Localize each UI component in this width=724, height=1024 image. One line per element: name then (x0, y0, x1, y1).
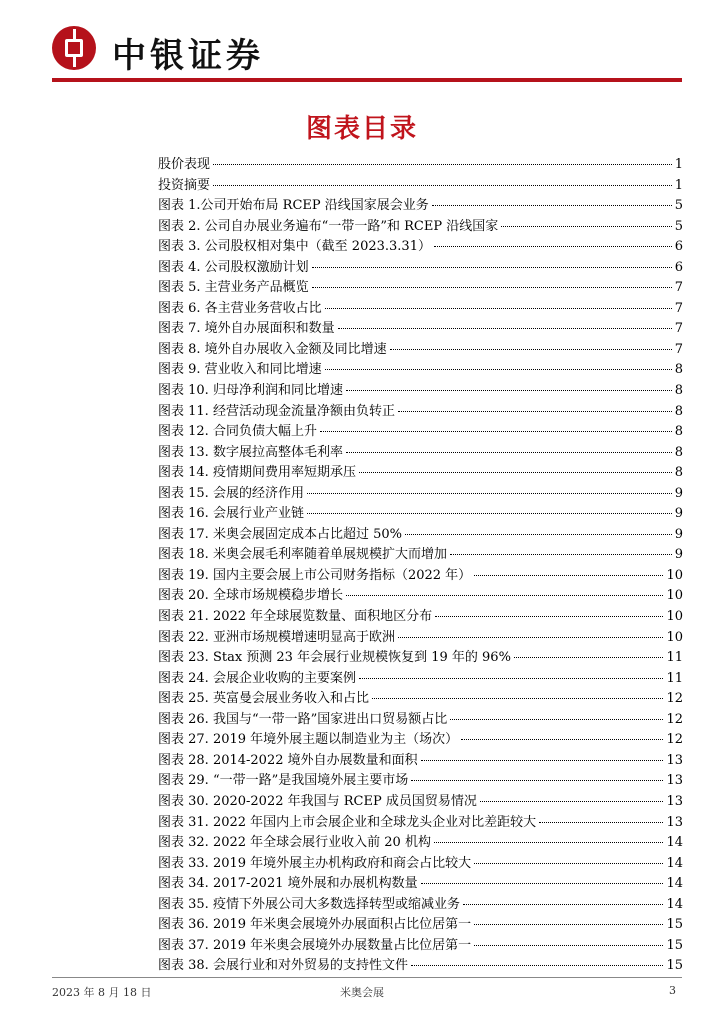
toc-dot-leader (450, 719, 663, 720)
toc-entry[interactable] (158, 420, 683, 441)
toc-entry-label: 图表 13. 数字展拉高整体毛利率 (158, 444, 343, 460)
toc-entry-page: 7 (674, 300, 683, 316)
toc-dot-leader (405, 534, 672, 535)
toc-entry-label: 图表 6. 各主营业务营收占比 (158, 300, 322, 316)
toc-dot-leader (474, 945, 663, 946)
toc-entry-page: 8 (674, 362, 683, 378)
toc-entry-page: 7 (674, 321, 683, 337)
toc-entry-label: 图表 18. 米奥会展毛利率随着单展规模扩大而增加 (158, 547, 447, 563)
toc-entry-page: 10 (666, 567, 683, 583)
toc-entry-page: 8 (674, 403, 683, 419)
toc-entry[interactable] (158, 708, 683, 729)
toc-dot-leader (307, 513, 672, 514)
page-header (52, 20, 682, 82)
toc-entry[interactable] (158, 400, 683, 421)
toc-entry[interactable] (158, 502, 683, 523)
toc-dot-leader (398, 637, 664, 638)
toc-dot-leader (411, 780, 663, 781)
toc-entry-label: 图表 3. 公司股权相对集中（截至 2023.3.31） (158, 239, 431, 255)
toc-entry[interactable] (158, 605, 683, 626)
toc-entry-page: 13 (666, 814, 683, 830)
toc-entry-label: 图表 32. 2022 年全球会展行业收入前 20 机构 (158, 835, 431, 851)
toc-entry[interactable] (158, 256, 683, 277)
toc-entry[interactable] (158, 852, 683, 873)
footer-divider (52, 977, 682, 978)
toc-entry-label: 图表 1.公司开始布局 RCEP 沿线国家展会业务 (158, 198, 429, 214)
toc-entry[interactable] (158, 215, 683, 236)
toc-entry-label: 图表 22. 亚洲市场规模增速明显高于欧洲 (158, 629, 395, 645)
toc-entry-page: 5 (674, 218, 683, 234)
toc-entry-label: 图表 29. “一带一路”是我国境外展主要市场 (158, 773, 409, 789)
toc-entry[interactable] (158, 153, 683, 174)
toc-dot-leader (390, 349, 672, 350)
toc-entry-page: 7 (674, 341, 683, 357)
toc-entry[interactable] (158, 338, 683, 359)
toc-entry-label: 图表 27. 2019 年境外展主题以制造业为主（场次） (158, 732, 459, 748)
toc-entry[interactable] (158, 831, 683, 852)
toc-entry[interactable] (158, 769, 683, 790)
toc-entry-page: 13 (666, 752, 683, 768)
toc-entry-label: 图表 7. 境外自办展面积和数量 (158, 321, 335, 337)
toc-entry-label: 图表 24. 会展企业收购的主要案例 (158, 670, 356, 686)
toc-dot-leader (421, 760, 664, 761)
toc-entry-page: 12 (666, 711, 683, 727)
toc-dot-leader (411, 965, 664, 966)
toc-entry[interactable] (158, 687, 683, 708)
toc-entry-label: 图表 25. 英富曼会展业务收入和占比 (158, 691, 369, 707)
toc-entry-page: 10 (666, 629, 683, 645)
toc-dot-leader (421, 883, 664, 884)
toc-dot-leader (398, 411, 672, 412)
toc-entry-page: 8 (674, 383, 683, 399)
toc-entry-label: 图表 35. 疫情下外展公司大多数选择转型或缩减业务 (158, 896, 460, 912)
toc-entry[interactable] (158, 667, 683, 688)
toc-dot-leader (539, 822, 663, 823)
toc-entry-label: 图表 26. 我国与“一带一路”国家进出口贸易额占比 (158, 711, 448, 727)
toc-entry-label: 图表 15. 会展的经济作用 (158, 485, 304, 501)
toc-dot-leader (501, 226, 672, 227)
toc-entry[interactable] (158, 482, 683, 503)
toc-dot-leader (434, 246, 672, 247)
brand-name: 中银证券 (112, 36, 264, 76)
toc-dot-leader (432, 205, 672, 206)
toc-entry-page: 14 (666, 835, 683, 851)
toc-entry-label: 图表 19. 国内主要会展上市公司财务指标（2022 年） (158, 567, 472, 583)
toc-entry[interactable] (158, 543, 683, 564)
toc-entry[interactable] (158, 523, 683, 544)
toc-entry-label: 图表 5. 主营业务产品概览 (158, 280, 309, 296)
toc-entry[interactable] (158, 954, 683, 975)
toc-entry-label: 图表 33. 2019 年境外展主办机构政府和商会占比较大 (158, 855, 472, 871)
toc-entry[interactable] (158, 811, 683, 832)
toc-entry-page: 1 (674, 177, 683, 193)
toc-entry-page: 15 (666, 937, 683, 953)
toc-entry-page: 9 (674, 547, 683, 563)
toc-entry-page: 13 (666, 793, 683, 809)
toc-dot-leader (435, 616, 663, 617)
toc-entry-page: 5 (674, 198, 683, 214)
toc-entry[interactable] (158, 893, 683, 914)
footer-company: 米奥会展 (340, 986, 384, 999)
toc-dot-leader (325, 308, 672, 309)
toc-entry-page: 8 (674, 465, 683, 481)
toc-entry[interactable] (158, 379, 683, 400)
toc-entry-page: 9 (674, 485, 683, 501)
table-of-contents (158, 153, 683, 975)
toc-dot-leader (359, 678, 664, 679)
toc-entry[interactable] (158, 913, 683, 934)
toc-entry-label: 图表 23. Stax 预测 23 年会展行业规模恢复到 19 年的 96% (158, 650, 511, 666)
toc-entry[interactable] (158, 358, 683, 379)
toc-dot-leader (480, 801, 664, 802)
toc-entry[interactable] (158, 174, 683, 195)
toc-dot-leader (213, 164, 672, 165)
toc-entry-page: 6 (674, 259, 683, 275)
toc-entry[interactable] (158, 194, 683, 215)
toc-entry-label: 图表 20. 全球市场规模稳步增长 (158, 588, 343, 604)
toc-entry[interactable] (158, 276, 683, 297)
toc-dot-leader (325, 369, 672, 370)
toc-entry-page: 15 (666, 917, 683, 933)
toc-entry-page: 14 (666, 876, 683, 892)
toc-entry[interactable] (158, 646, 683, 667)
toc-entry[interactable] (158, 728, 683, 749)
toc-entry-label: 图表 30. 2020-2022 年我国与 RCEP 成员国贸易情况 (158, 793, 477, 809)
toc-entry-page: 1 (674, 157, 683, 172)
toc-dot-leader (346, 452, 672, 453)
toc-dot-leader (463, 904, 664, 905)
toc-dot-leader (450, 554, 672, 555)
toc-entry-label: 图表 8. 境外自办展收入金额及同比增速 (158, 341, 387, 357)
footer-page-number: 3 (669, 984, 676, 997)
toc-dot-leader (474, 924, 663, 925)
toc-dot-leader (474, 575, 663, 576)
toc-entry-page: 13 (666, 773, 683, 789)
toc-dot-leader (320, 431, 672, 432)
toc-entry-label: 图表 12. 合同负债大幅上升 (158, 424, 317, 440)
toc-entry-page: 7 (674, 280, 683, 296)
toc-entry-page: 9 (674, 506, 683, 522)
toc-entry-label: 图表 16. 会展行业产业链 (158, 506, 304, 522)
toc-entry-page: 12 (666, 691, 683, 707)
toc-entry-page: 14 (666, 896, 683, 912)
toc-entry-label: 图表 2. 公司自办展业务遍布“一带一路”和 RCEP 沿线国家 (158, 218, 499, 234)
toc-entry[interactable] (158, 461, 683, 482)
toc-entry-label: 图表 38. 会展行业和对外贸易的支持性文件 (158, 958, 408, 974)
toc-dot-leader (514, 657, 664, 658)
toc-dot-leader (359, 472, 672, 473)
toc-dot-leader (372, 698, 664, 699)
toc-entry-label: 图表 11. 经营活动现金流量净额由负转正 (158, 403, 395, 419)
toc-dot-leader (346, 390, 672, 391)
toc-dot-leader (461, 739, 663, 740)
toc-dot-leader (312, 287, 672, 288)
toc-dot-leader (213, 185, 672, 186)
toc-entry-page: 8 (674, 424, 683, 440)
toc-entry-page: 10 (666, 588, 683, 604)
header-divider (52, 78, 682, 82)
toc-entry-label: 图表 10. 归母净利润和同比增速 (158, 383, 343, 399)
toc-entry-label: 图表 37. 2019 年米奥会展境外办展数量占比位居第一 (158, 937, 472, 953)
toc-entry-label: 投资摘要 (158, 177, 211, 193)
toc-entry[interactable] (158, 584, 683, 605)
toc-dot-leader (434, 842, 663, 843)
toc-entry-page: 10 (666, 609, 683, 625)
toc-entry-page: 9 (674, 526, 683, 542)
toc-entry-label: 图表 31. 2022 年国内上市会展企业和全球龙头企业对比差距较大 (158, 814, 537, 830)
toc-dot-leader (474, 863, 663, 864)
toc-entry-label: 图表 4. 公司股权激励计划 (158, 259, 309, 275)
toc-dot-leader (346, 595, 664, 596)
toc-entry-label: 图表 14. 疫情期间费用率短期承压 (158, 465, 356, 481)
toc-entry-page: 8 (674, 444, 683, 460)
toc-entry-label: 图表 9. 营业收入和同比增速 (158, 362, 322, 378)
toc-entry-page: 11 (666, 670, 683, 686)
toc-entry[interactable] (158, 626, 683, 647)
toc-entry-page: 6 (674, 239, 683, 255)
toc-entry-page: 11 (666, 650, 683, 666)
toc-entry[interactable] (158, 790, 683, 811)
toc-entry-label: 图表 17. 米奥会展固定成本占比超过 50% (158, 526, 402, 542)
toc-entry-label: 图表 34. 2017-2021 境外展和办展机构数量 (158, 876, 418, 892)
toc-entry-label: 图表 21. 2022 年全球展览数量、面积地区分布 (158, 609, 433, 625)
toc-dot-leader (312, 267, 672, 268)
toc-entry[interactable] (158, 235, 683, 256)
toc-entry-page: 14 (666, 855, 683, 871)
toc-entry[interactable] (158, 934, 683, 955)
toc-entry[interactable] (158, 564, 683, 585)
toc-entry-label: 图表 28. 2014-2022 境外自办展数量和面积 (158, 752, 418, 768)
page-title: 图表目录 (305, 114, 418, 144)
footer-date: 2023 年 8 月 18 日 (52, 986, 152, 999)
toc-entry[interactable] (158, 441, 683, 462)
bank-of-china-logo-icon (52, 26, 96, 70)
toc-entry[interactable] (158, 872, 683, 893)
toc-entry-page: 15 (666, 958, 683, 974)
toc-entry[interactable] (158, 297, 683, 318)
toc-entry-label: 图表 36. 2019 年米奥会展境外办展面积占比位居第一 (158, 917, 472, 933)
toc-entry[interactable] (158, 749, 683, 770)
toc-dot-leader (307, 493, 672, 494)
toc-entry-page: 12 (666, 732, 683, 748)
toc-dot-leader (338, 328, 672, 329)
toc-entry[interactable] (158, 317, 683, 338)
toc-entry-label: 股价表现 (158, 157, 211, 172)
